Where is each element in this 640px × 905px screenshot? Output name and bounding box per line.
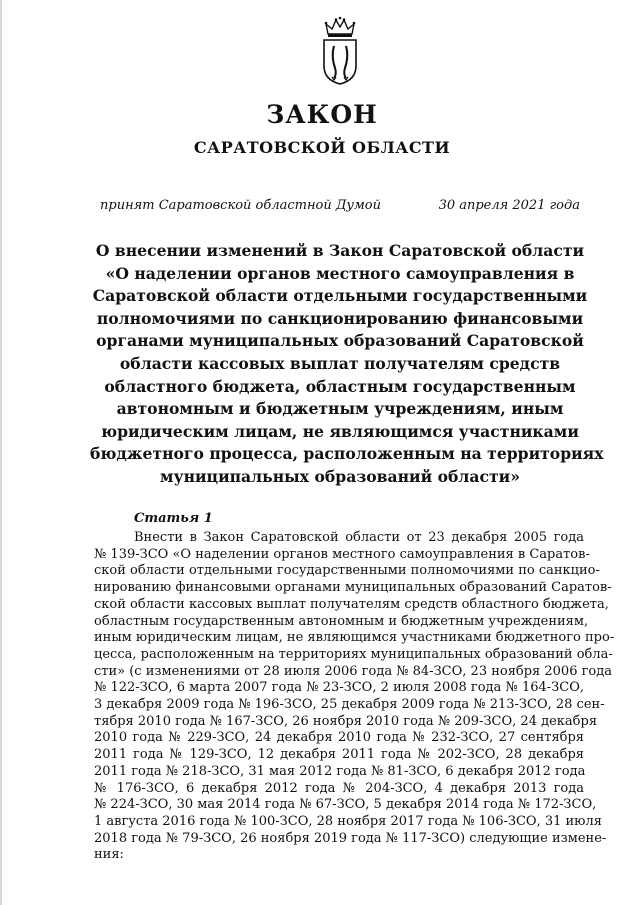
body-line: № 224-ЗСО, 30 мая 2014 года № 67-ЗСО, 5 декабря 2014 года № 172-ЗСО, [94, 797, 597, 813]
heading-line: Саратовской области отдельными государственными [92, 286, 588, 306]
body-line: 2018 года № 79-ЗСО, 26 ноября 2019 года № 117-ЗСО) следующие измене- [94, 830, 607, 846]
body-line: сти» (с изменениями от 28 июля 2006 года № 84-ЗСО, 23 ноября 2006 года [94, 663, 613, 679]
body-line: областным государственным автономным и бюджетным учреждениям, [94, 613, 589, 629]
body-line: Внести в Закон Саратовской области от 23 декабря 2005 года [134, 530, 584, 545]
body-line: ния: [94, 847, 124, 863]
body-line: 1 августа 2016 года № 100-ЗСО, 28 ноября 2017 года № 106-ЗСО, 31 июля [94, 813, 602, 829]
body-line: ской области кассовых выплат получателям средств областного бюджета, [94, 596, 609, 612]
heading-line: бюджетного процесса, расположенным на территориях [90, 444, 604, 464]
heading-line: муниципальных образований области» [160, 466, 520, 486]
body-line: нированию финансовыми органами муниципальных образований Саратов- [94, 580, 612, 596]
heading-line: полномочиями по санкционированию финансовыми [96, 308, 584, 328]
saratov-coat-of-arms-icon [320, 16, 360, 86]
heading-line: области кассовых выплат получателям средств [119, 353, 561, 373]
heading-line: органами муниципальных образований Саратовской [96, 331, 584, 351]
body-line: 2010 года № 229-ЗСО, 24 декабря 2010 года № 232-ЗСО, 27 сентября [94, 730, 584, 746]
law-heading [90, 240, 604, 489]
body-line: 2011 года № 129-ЗСО, 12 декабря 2011 года № 202-ЗСО, 28 декабря [94, 747, 584, 763]
body-line: ской области отдельными государственными полномочиями по санкцио- [94, 563, 600, 579]
law-title: ЗАКОН [266, 100, 378, 129]
body-line: № 139-ЗСО «О наделении органов местного самоуправления в Саратов- [94, 546, 590, 562]
body-line: цесса, расположенным на территориях муниципальных образований обла- [94, 646, 613, 662]
body-line: № 122-ЗСО, 6 марта 2007 года № 23-ЗСО, 2 июля 2008 года № 164-ЗСО, [94, 680, 584, 696]
body-line: тября 2010 года № 167-ЗСО, 26 ноября 2010 года № 209-ЗСО, 24 декабря [94, 713, 598, 729]
heading-line: областного бюджета, областным государственным [104, 376, 576, 396]
body-line: 3 декабря 2009 года № 196-ЗСО, 25 декабря 2009 года № 213-ЗСО, 28 сен- [94, 697, 605, 713]
adoption-date: 30 апреля 2021 года [438, 198, 580, 213]
body-line: № 176-ЗСО, 6 декабря 2012 года № 204-ЗСО, 4 декабря 2013 года [94, 780, 584, 796]
law-region: САРАТОВСКОЙ ОБЛАСТИ [193, 138, 451, 157]
heading-line: «О наделении органов местного самоуправления в [105, 263, 575, 283]
heading-line: автономным и бюджетным учреждениям, иным [116, 399, 564, 419]
body-line: 2011 года № 218-ЗСО, 31 мая 2012 года № 81-ЗСО, 6 декабря 2012 года [94, 763, 586, 779]
heading-line: О внесении изменений в Закон Саратовской области [95, 241, 585, 260]
adopted-by: принят Саратовской областной Думой [100, 198, 381, 213]
heading-line: юридическим лицам, не являющимся участниками [101, 421, 579, 441]
article-body [94, 530, 615, 864]
body-line: иным юридическим лицам, не являющимся участниками бюджетного про- [94, 630, 615, 646]
article-title: Статья 1 [134, 511, 213, 526]
